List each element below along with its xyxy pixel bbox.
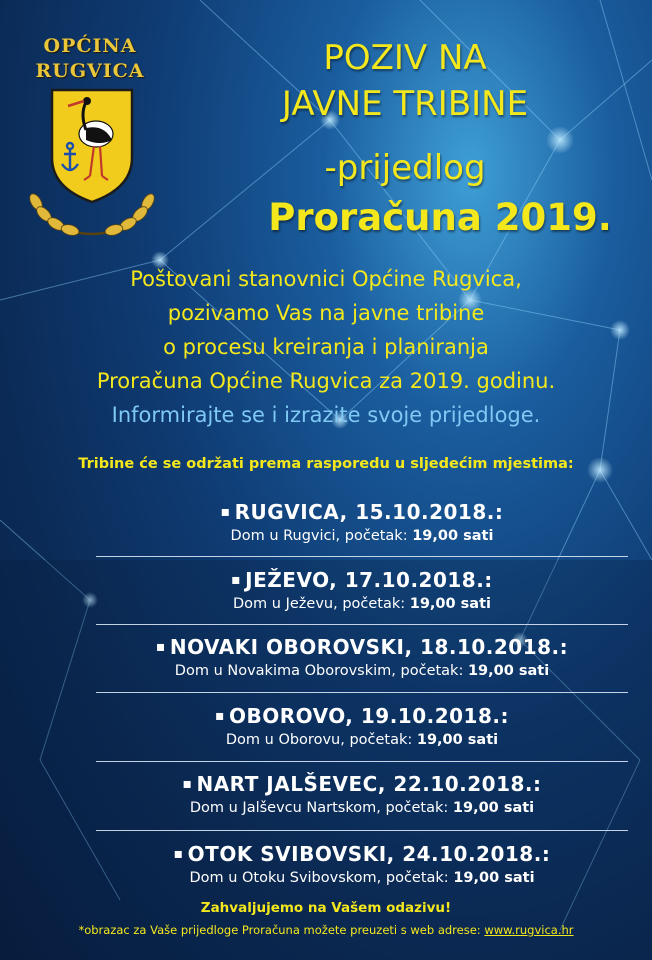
coat-of-arms-icon (24, 84, 160, 244)
intro-line4: Proračuna Općine Rugvica za 2019. godinu. (96, 369, 556, 393)
event-time: 19,00 sati (453, 870, 535, 886)
bullet-icon: ▪ (155, 639, 166, 655)
crest-title-line1: OPĆINA (43, 35, 137, 57)
event-time-prefix: početak: (342, 596, 406, 612)
event-venue: Dom u Jalševcu Nartskom, (189, 800, 381, 816)
event-time: 19,00 sati (416, 732, 499, 748)
event-place: JEŽEVO, 17.10.2018.: (245, 568, 493, 592)
divider (96, 624, 628, 625)
event-time: 19,00 sati (412, 528, 494, 544)
event-item (96, 842, 628, 886)
bullet-icon: ▪ (220, 504, 231, 520)
intro-line5: Informirajte se i izrazite svoje prijedloge. (111, 403, 541, 427)
event-time-prefix: početak: (349, 732, 413, 748)
event-place: OBOROVO, 19.10.2018.: (229, 704, 509, 728)
event-time-prefix: početak: (385, 870, 449, 886)
intro-block (0, 262, 652, 432)
event-time-prefix: početak: (385, 800, 449, 816)
divider (96, 830, 628, 831)
event-place: OTOK SVIBOVSKI, 24.10.2018.: (187, 842, 551, 866)
event-time: 19,00 sati (452, 800, 535, 816)
event-venue: Dom u Otoku Svibovskom, (189, 870, 382, 886)
event-venue: Dom u Ježevu, (233, 596, 338, 612)
event-item (96, 704, 628, 748)
event-venue: Dom u Novakima Oborovskim, (174, 663, 396, 679)
event-time: 19,00 sati (409, 596, 491, 612)
event-item (96, 500, 628, 544)
event-place: RUGVICA, 15.10.2018.: (234, 500, 504, 524)
website-link[interactable]: www.rugvica.hr (484, 923, 574, 937)
intro-line2: pozivamo Vas na javne tribine (167, 301, 485, 325)
event-place: NART JALŠEVEC, 22.10.2018.: (196, 772, 542, 796)
event-venue: Dom u Oborovu, (225, 732, 345, 748)
event-place: NOVAKI OBOROVSKI, 18.10.2018.: (169, 635, 569, 659)
divider (96, 761, 628, 762)
thanks-text: Zahvaljujemo na Vašem odazivu! (200, 900, 452, 916)
event-item (96, 635, 628, 679)
intro-line3: o procesu kreiranja i planiranja (163, 335, 489, 359)
intro-line1: Poštovani stanovnici Općine Rugvica, (130, 267, 522, 291)
event-item (96, 772, 628, 816)
event-item (96, 568, 628, 612)
event-time: 19,00 sati (467, 663, 550, 679)
event-time-prefix: početak: (400, 663, 464, 679)
bullet-icon: ▪ (173, 846, 184, 862)
title-line4: Proračuna 2019. (268, 196, 612, 239)
title-line1: POZIV NA (323, 38, 487, 78)
schedule-heading: Tribine će se održati prema rasporedu u sljedećim mjestima: (78, 456, 574, 472)
footnote (0, 923, 652, 937)
divider (96, 692, 628, 693)
crest-title-line2: RUGVICA (35, 60, 145, 82)
bullet-icon: ▪ (215, 708, 225, 724)
event-time-prefix: početak: (344, 528, 408, 544)
title-line2: JAVNE TRIBINE (281, 84, 529, 124)
footnote-text: *obrazac za Vaše prijedloge Proračuna možete preuzeti s web adrese: (78, 923, 481, 937)
bullet-icon: ▪ (182, 776, 193, 792)
divider (96, 556, 628, 557)
event-venue: Dom u Rugvici, (230, 528, 341, 544)
title-line3: -prijedlog (324, 148, 486, 188)
bullet-icon: ▪ (231, 572, 242, 588)
